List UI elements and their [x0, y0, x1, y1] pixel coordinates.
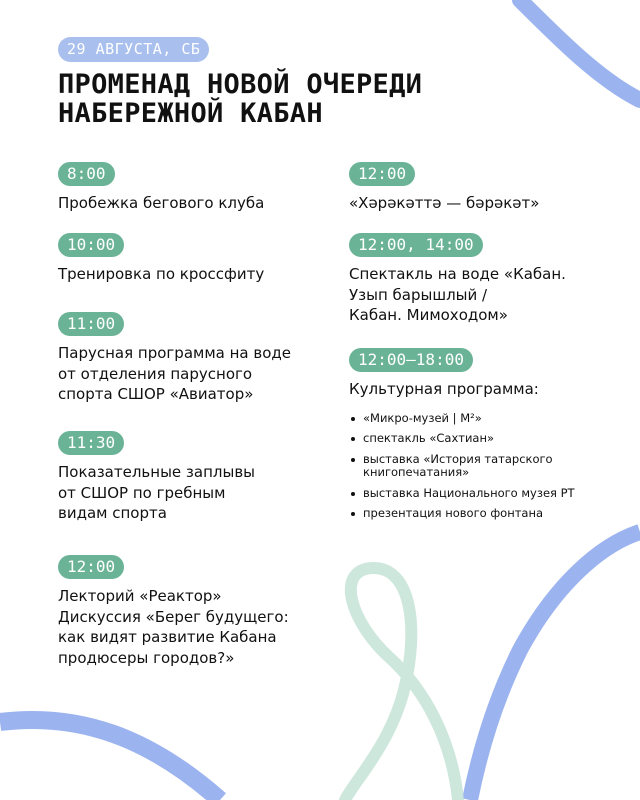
- bullet-item: [349, 487, 575, 501]
- event-text-line: Кабан. Мимоходом»: [349, 306, 508, 324]
- event-text-line: Спектакль на воде «Кабан.: [349, 265, 566, 283]
- bullet-text-line: выставка Национального музея РТ: [363, 485, 575, 500]
- bullet-item: [349, 453, 575, 480]
- event-text-line: Культурная программа:: [349, 380, 539, 398]
- title-line: НАБЕРЕЖНОЙ КАБАН: [58, 98, 323, 129]
- event-description: [58, 343, 291, 405]
- bullet-text-line: спектакль «Сахтиан»: [363, 431, 495, 445]
- title-line: ПРОМЕНАД НОВОЙ ОЧЕРЕДИ: [58, 69, 423, 100]
- time-badge: 12:00: [349, 162, 415, 186]
- event-item: [58, 233, 264, 285]
- bullet-item: [349, 412, 575, 426]
- time-badge: 12:00, 14:00: [349, 233, 483, 257]
- event-description: [349, 264, 566, 326]
- time-badge: 11:00: [58, 312, 124, 336]
- event-text-line: Пробежка бегового клуба: [58, 194, 265, 212]
- bullet-text-line: «Микро-музей | М²»: [363, 410, 482, 425]
- event-description: [58, 193, 264, 214]
- bullet-text-line: презентация нового фонтана: [363, 506, 544, 520]
- event-text-line: от СШОР по гребным: [58, 483, 226, 502]
- bullet-list: [349, 412, 575, 521]
- bottom-left-blue-ribbon: [0, 720, 220, 800]
- time-badge: 12:00–18:00: [349, 348, 473, 372]
- event-text-line: «Хәрәкәттә — бәрәкәт»: [349, 194, 540, 212]
- event-item: [349, 162, 539, 214]
- event-item: [58, 162, 264, 214]
- green-loop-ribbon: [345, 568, 458, 800]
- event-description: [349, 379, 575, 400]
- time-badge: 12:00: [58, 555, 124, 579]
- event-text-line: Парусная программа на воде: [58, 344, 291, 362]
- event-text-line: видам спорта: [58, 504, 167, 522]
- event-item: [349, 348, 575, 528]
- event-item: [58, 555, 289, 668]
- event-text-line: как видят развитие Кабана: [58, 628, 277, 646]
- event-item: [58, 431, 255, 524]
- event-text-line: Узып барышлый /: [349, 285, 488, 304]
- event-text-line: Тренировка по кроссфиту: [58, 265, 265, 283]
- event-text-line: Дискуссия «Берег будущего:: [58, 607, 289, 626]
- page-title: [58, 70, 598, 128]
- event-text-line: Показательные заплывы: [58, 463, 256, 481]
- right-blue-ribbon: [470, 532, 640, 800]
- event-item: [58, 312, 291, 405]
- time-badge: 10:00: [58, 233, 124, 257]
- event-text-line: Лекторий «Реактор»: [58, 587, 222, 605]
- bullet-item: [349, 432, 575, 446]
- event-description: [58, 586, 289, 668]
- time-badge: 8:00: [58, 162, 115, 186]
- date-badge: 29 АВГУСТА, СБ: [58, 37, 209, 62]
- event-description: [58, 264, 264, 285]
- bullet-text-line: выставка «История татарского: [363, 451, 553, 466]
- event-description: [349, 193, 539, 214]
- time-badge: 11:30: [58, 431, 124, 455]
- event-text-line: от отделения парусного: [58, 364, 253, 383]
- event-item: [349, 233, 566, 326]
- event-description: [58, 462, 255, 524]
- bullet-item: [349, 507, 575, 521]
- event-text-line: спорта СШОР «Авиатор»: [58, 385, 254, 403]
- event-text-line: продюсеры городов?»: [58, 648, 235, 667]
- bullet-text-line: книгопечатания»: [363, 465, 470, 479]
